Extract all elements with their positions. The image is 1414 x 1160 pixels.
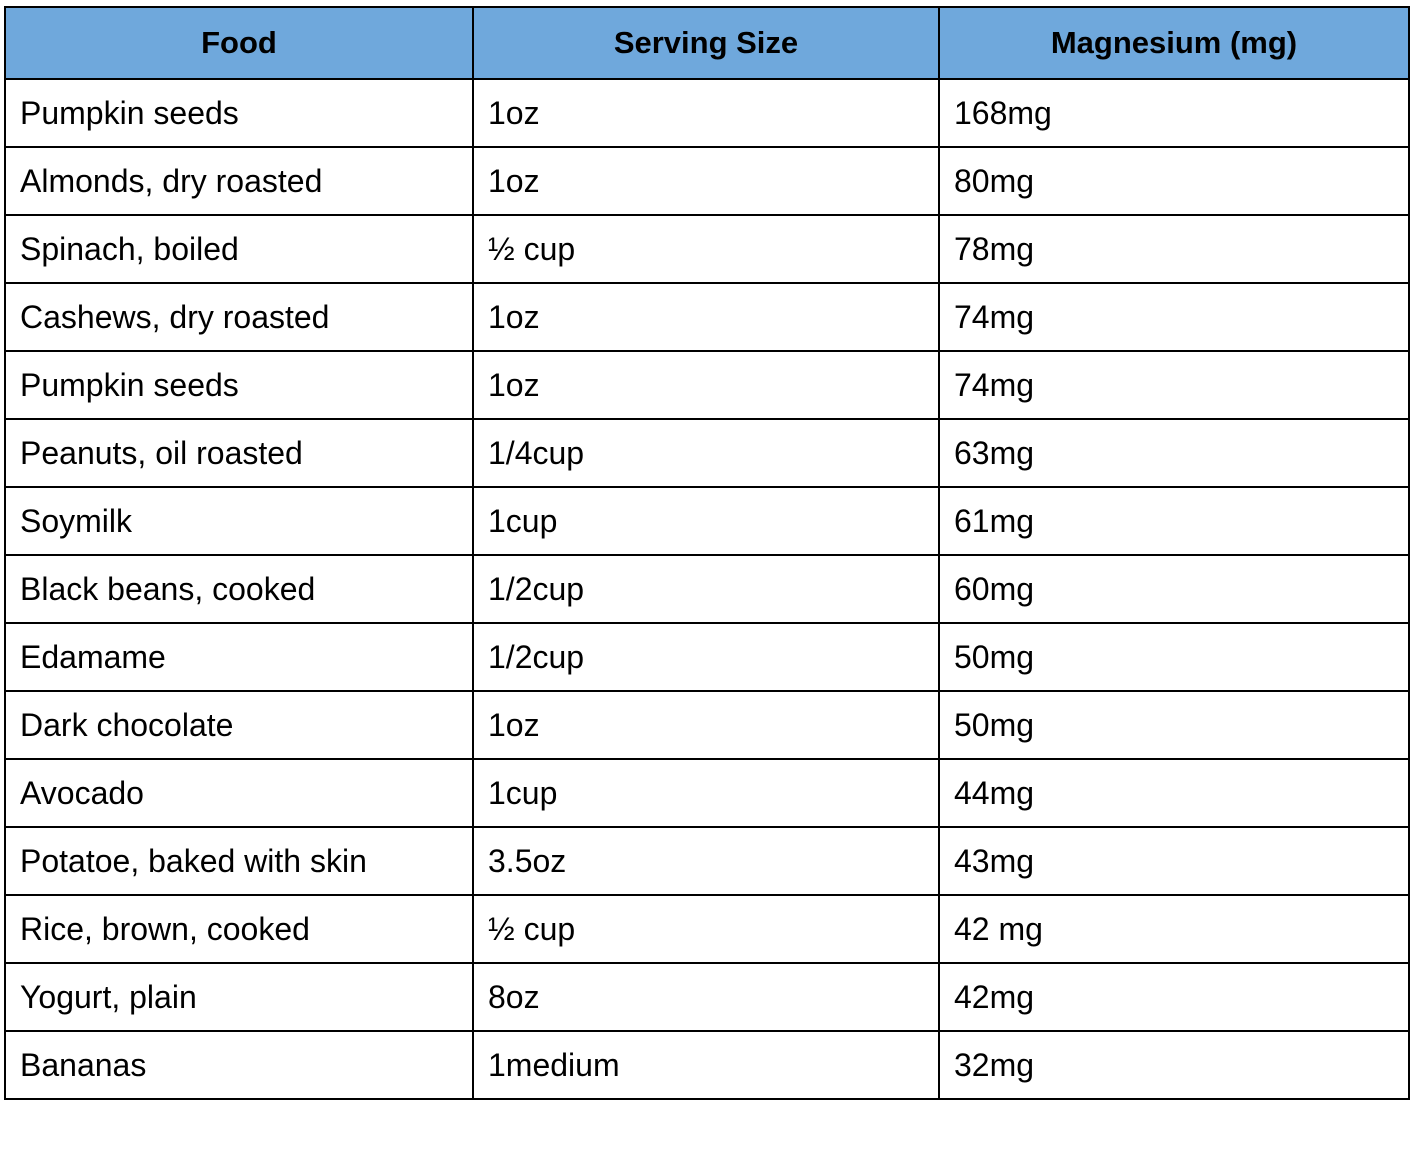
cell-magnesium: 168mg (939, 79, 1409, 147)
table-row (5, 1031, 1409, 1099)
cell-food: Soymilk (5, 487, 473, 555)
cell-serving-size: 1cup (473, 759, 939, 827)
cell-food: Pumpkin seeds (5, 351, 473, 419)
cell-magnesium: 42mg (939, 963, 1409, 1031)
table-row (5, 555, 1409, 623)
cell-serving-size: 1oz (473, 283, 939, 351)
table-row (5, 147, 1409, 215)
table-container (4, 6, 1410, 1100)
cell-food: Dark chocolate (5, 691, 473, 759)
cell-food: Yogurt, plain (5, 963, 473, 1031)
table-row (5, 283, 1409, 351)
cell-serving-size: 1oz (473, 691, 939, 759)
cell-food: Spinach, boiled (5, 215, 473, 283)
cell-serving-size: 1/2cup (473, 623, 939, 691)
cell-magnesium: 50mg (939, 691, 1409, 759)
cell-serving-size: 1cup (473, 487, 939, 555)
cell-serving-size: 1/2cup (473, 555, 939, 623)
table-row (5, 215, 1409, 283)
cell-serving-size: ½ cup (473, 215, 939, 283)
cell-food: Potatoe, baked with skin (5, 827, 473, 895)
table-row (5, 623, 1409, 691)
table-row (5, 351, 1409, 419)
cell-food: Avocado (5, 759, 473, 827)
header-row (5, 7, 1409, 79)
cell-magnesium: 80mg (939, 147, 1409, 215)
header-magnesium: Magnesium (mg) (939, 7, 1409, 79)
cell-magnesium: 43mg (939, 827, 1409, 895)
magnesium-table (4, 6, 1410, 1100)
cell-magnesium: 63mg (939, 419, 1409, 487)
cell-food: Cashews, dry roasted (5, 283, 473, 351)
table-row (5, 79, 1409, 147)
cell-food: Bananas (5, 1031, 473, 1099)
table-row (5, 827, 1409, 895)
cell-serving-size: 1oz (473, 147, 939, 215)
cell-magnesium: 60mg (939, 555, 1409, 623)
cell-magnesium: 74mg (939, 283, 1409, 351)
cell-magnesium: 74mg (939, 351, 1409, 419)
cell-serving-size: 1oz (473, 79, 939, 147)
cell-magnesium: 42 mg (939, 895, 1409, 963)
cell-serving-size: 1medium (473, 1031, 939, 1099)
cell-magnesium: 78mg (939, 215, 1409, 283)
cell-food: Rice, brown, cooked (5, 895, 473, 963)
cell-food: Almonds, dry roasted (5, 147, 473, 215)
cell-food: Peanuts, oil roasted (5, 419, 473, 487)
table-row (5, 691, 1409, 759)
cell-magnesium: 44mg (939, 759, 1409, 827)
cell-serving-size: 1/4cup (473, 419, 939, 487)
header-serving-size: Serving Size (473, 7, 939, 79)
cell-magnesium: 32mg (939, 1031, 1409, 1099)
table-row (5, 895, 1409, 963)
header-food: Food (5, 7, 473, 79)
cell-serving-size: ½ cup (473, 895, 939, 963)
cell-food: Edamame (5, 623, 473, 691)
table-row (5, 487, 1409, 555)
cell-serving-size: 8oz (473, 963, 939, 1031)
cell-magnesium: 61mg (939, 487, 1409, 555)
cell-serving-size: 1oz (473, 351, 939, 419)
table-row (5, 759, 1409, 827)
cell-serving-size: 3.5oz (473, 827, 939, 895)
cell-magnesium: 50mg (939, 623, 1409, 691)
table-row (5, 419, 1409, 487)
table-row (5, 963, 1409, 1031)
cell-food: Black beans, cooked (5, 555, 473, 623)
cell-food: Pumpkin seeds (5, 79, 473, 147)
